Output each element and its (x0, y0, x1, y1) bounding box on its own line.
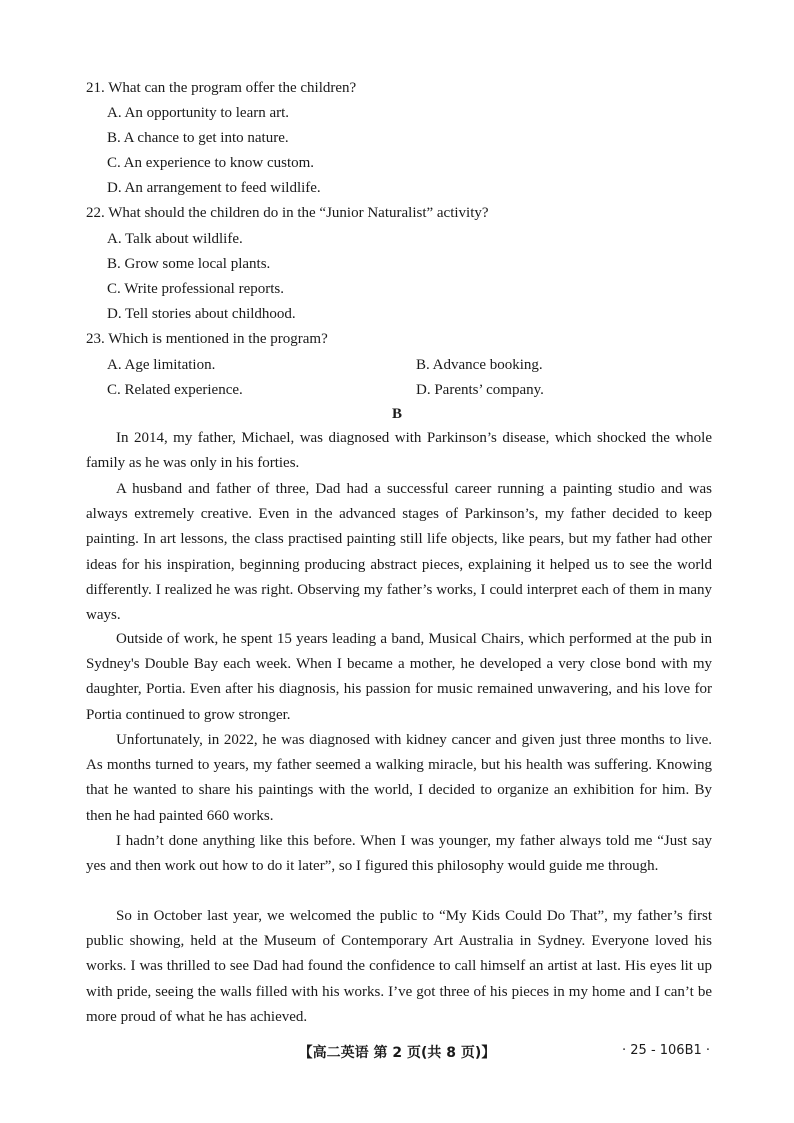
paper-code: · 25 - 106B1 · (622, 1043, 711, 1058)
section-title: B (391, 406, 402, 422)
question-21-option-a: A. An opportunity to learn art. (107, 105, 290, 121)
question-21-stem: 21. What can the program offer the children? (86, 80, 357, 96)
question-23-option-d: D. Parents’ company. (416, 382, 544, 398)
passage-paragraph-2: A husband and father of three, Dad had a successful career running a painting studio and was always extremely creative. Even in the advanced stages of Parkinson’s, my father decided to keep painting. In art lessons, the class practised painting still life objects, like pears, but my father had other ideas for his inspiration, beginning producing abstract pieces, explaining it helped us to see the world differently. I realized he was right. Observing my father’s works, I could interpret each of them in many ways. (86, 481, 712, 624)
question-21-option-d: D. An arrangement to feed wildlife. (107, 180, 321, 196)
question-21-option-c: C. An experience to know custom. (107, 155, 315, 171)
question-22-option-d: D. Tell stories about childhood. (107, 306, 296, 322)
passage-paragraph-6: So in October last year, we welcomed the public to “My Kids Could Do That”, my father’s first public showing, held at the Museum of Contemporary Art Australia in Sydney. Everyone loved his works. I was thrilled to see Dad had found the confidence to call himself an artist at last. His eyes lit up with pride, seeing the walls filled with his works. I’ve got three of his pieces in my home and I can’t be more proud of what he has achieved. (86, 908, 712, 1025)
question-23-option-b: B. Advance booking. (416, 357, 543, 373)
question-22-option-a: A. Talk about wildlife. (107, 231, 243, 247)
passage-paragraph-4: Unfortunately, in 2022, he was diagnosed with kidney cancer and given just three months to live. As months turned to years, my father seemed a walking miracle, but his health was suffering. Knowing that he wanted to share his paintings with the world, I decided to organize an exhibition for him. By then he had painted 660 works. (86, 732, 712, 824)
passage-paragraph-5: I hadn’t done anything like this before. When I was younger, my father always told me “Just say yes and then work out how to do it later”, so I figured this philosophy would guide me through. (86, 833, 712, 875)
question-22-option-c: C. Write professional reports. (107, 281, 284, 297)
passage-paragraph-1: In 2014, my father, Michael, was diagnosed with Parkinson’s disease, which shocked the whole family as he was only in his forties. (86, 430, 712, 472)
question-23-option-c: C. Related experience. (107, 382, 243, 398)
question-22-stem: 22. What should the children do in the “Junior Naturalist” activity? (86, 205, 489, 221)
question-23-option-a: A. Age limitation. (107, 357, 216, 373)
page-footer-label: 【高二英语 第 2 页(共 8 页)】 (298, 1045, 496, 1061)
question-22-option-b: B. Grow some local plants. (107, 256, 271, 272)
passage-paragraph-3: Outside of work, he spent 15 years leading a band, Musical Chairs, which performed at the pub in Sydney's Double Bay each week. When I became a mother, he developed a very close bond with my daughter, Portia. Even after his diagnosis, his passion for music remained unwavering, and his love for Portia continued to grow stronger. (86, 631, 712, 723)
question-23-stem: 23. Which is mentioned in the program? (86, 331, 328, 347)
question-21-option-b: B. A chance to get into nature. (107, 130, 289, 146)
